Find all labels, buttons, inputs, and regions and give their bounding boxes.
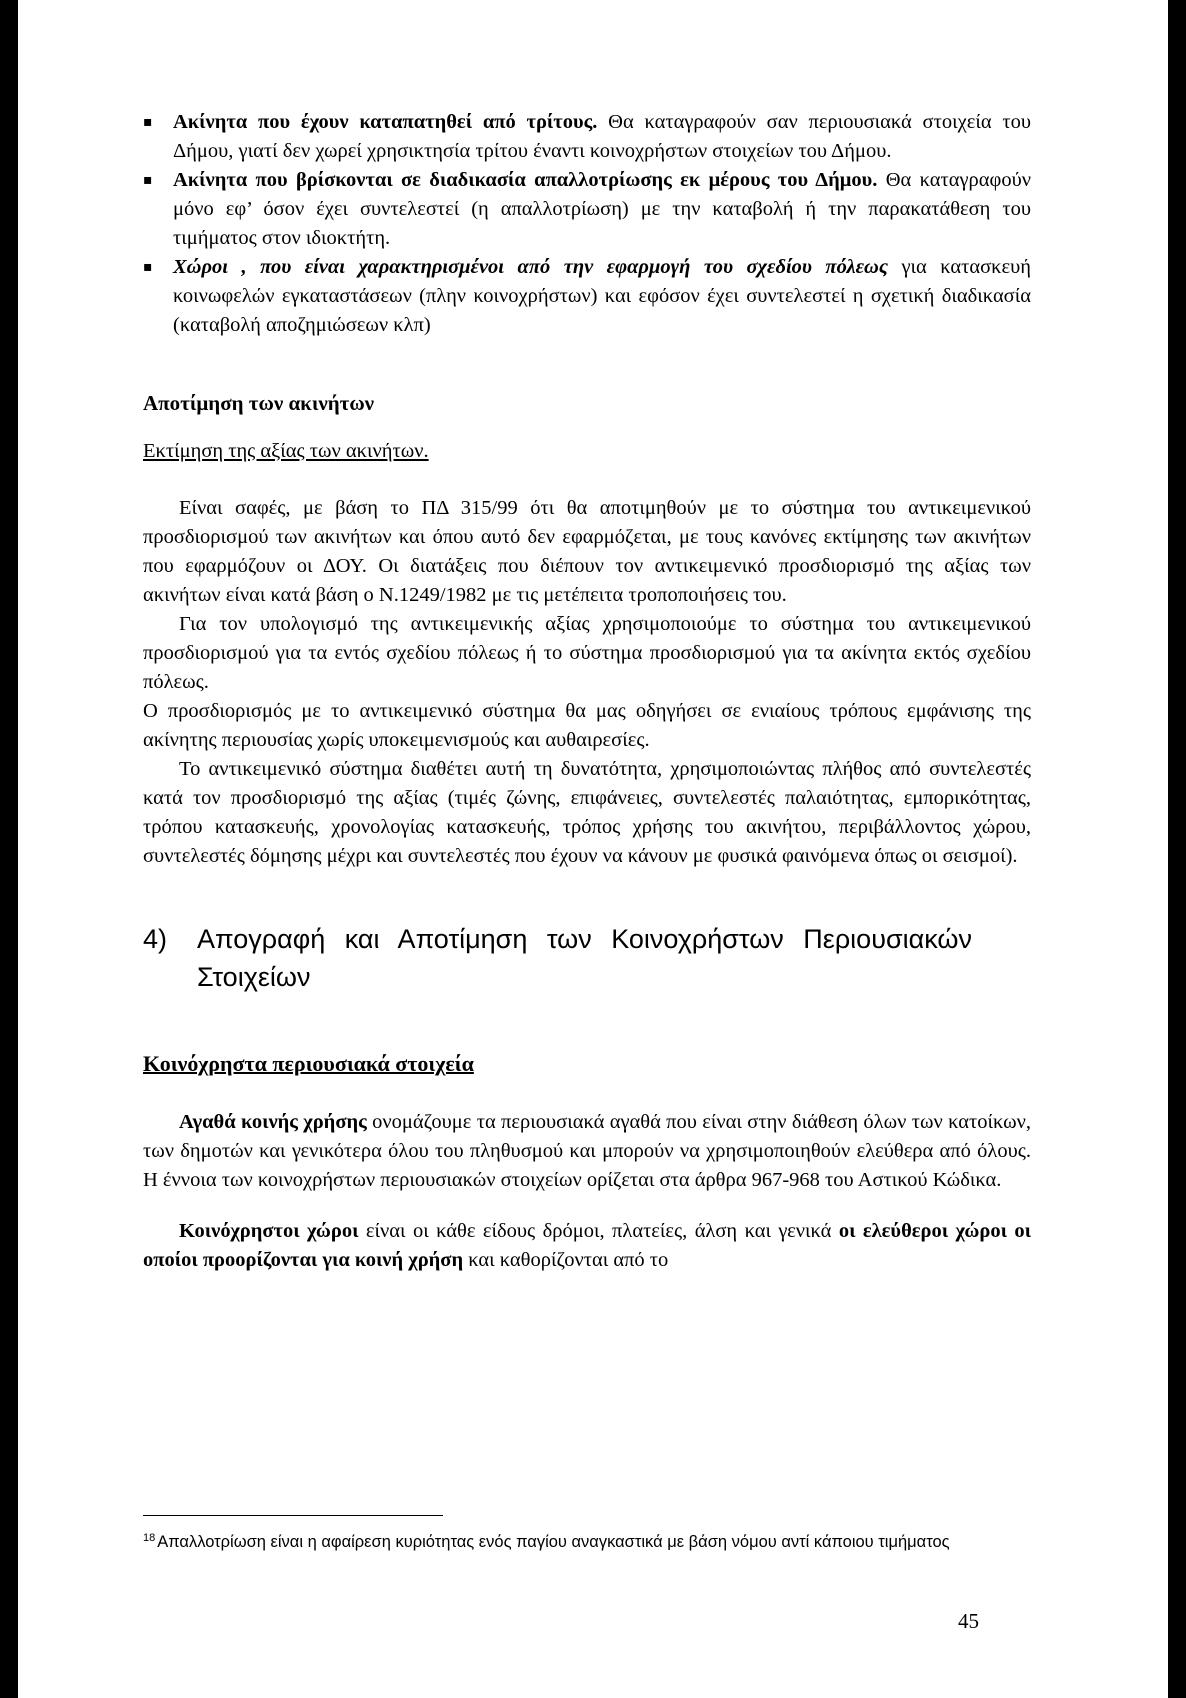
common-assets-heading: Κοινόχρηστα περιουσιακά στοιχεία <box>143 1051 474 1076</box>
paragraph-spacer <box>143 1195 1031 1217</box>
square-bullet-icon: ▪ <box>143 114 153 130</box>
bullet-bold-text: Χώροι , που είναι χαρακτηρισμένοι από την εφαρμογή του σχεδίου πόλεως <box>173 256 888 278</box>
bullet-text: Θα καταγραφούν σαν περιουσιακά στοιχεία του Δήμου, γιατί δεν χωρεί χρησικτησία τρίτου έναντι κοινοχρήστων στοιχείων του Δήμου. <box>173 111 1031 162</box>
paragraph: Για τον υπολογισμό της αντικειμενικής αξίας χρησιμοποιούμε το σύστημα του αντικειμενικού προσδιορισμού για τα εντός σχεδίου πόλεως ή το σύστημα προσδιορισμού για τα ακίνητα εκτός σχεδίου πόλεως. <box>143 613 1031 693</box>
paragraph-text: και καθορίζονται από το <box>463 1249 669 1271</box>
square-bullet-icon: ▪ <box>143 259 153 275</box>
list-item <box>143 253 1031 340</box>
common-goods-term: Αγαθά κοινής χρήσης <box>179 1111 367 1133</box>
common-spaces-term: Κοινόχρηστοι χώροι <box>179 1220 359 1242</box>
valuation-subheading: Εκτίμηση της αξίας των ακινήτων. <box>143 440 429 462</box>
paragraph: Ο προσδιορισμός με το αντικειμενικό σύστημα θα μας οδηγήσει σε ενιαίους τρόπους εμφάνισης της ακίνητης περιουσίας χωρίς υποκειμενισμούς και αυθαιρεσίες. <box>143 700 1031 751</box>
paragraph-text: ονομάζουμε τα περιουσιακά αγαθά που είναι στην διάθεση όλων των κατοίκων, των δημοτών και γενικότερα όλου του πληθυσμού και μπορούν να χρησιμοποιηθούν ελεύθερα από όλους. Η έννοια των κοινοχρήστων περιουσιακών στοιχείων ορίζεται στα άρθρα 967-968 του Αστικού Κώδικα. <box>143 1111 1032 1191</box>
property-bullet-list <box>143 108 1031 340</box>
footnote-divider <box>143 1515 443 1516</box>
footnote-text: Απαλλοτρίωση είναι η αφαίρεση κυριότητας ενός παγίου αναγκαστικά με βάση νόμου αντί κάποιου τιμήματος <box>157 1533 950 1551</box>
footnote-number: 18 <box>143 1532 156 1544</box>
bullet-text: Θα καταγραφούν μόνο εφ’ όσον έχει συντελεστεί (η απαλλοτρίωση) με την καταβολή ή την παρακατάθεση του τιμήματος στον ιδιοκτήτη. <box>173 169 1031 249</box>
paragraph <box>143 1217 1031 1275</box>
valuation-heading: Αποτίμηση των ακινήτων <box>143 391 375 415</box>
paragraph <box>143 1108 1031 1195</box>
free-spaces-phrase: οι ελεύθεροι χώροι οι οποίοι προορίζονται για κοινή χρήση <box>143 1220 1031 1271</box>
paragraph: Το αντικειμενικό σύστημα διαθέτει αυτή τη δυνατότητα, χρησιμοποιώντας πλήθος από συντελεστές κατά τον προσδιορισμό της αξίας (τιμές ζώνης, επιφάνειες, συντελεστές παλαιότητας, εμπορικότητας, τρόπου κατασκευής, χρονολογίας κατασκευής, τρόπος χρήσης του ακινήτου, περιβάλλοντος χώρου, συντελεστές δόμησης μέχρι και συντελεστές που έχουν να κάνουν με φυσικά φαινόμενα όπως οι σεισμοί). <box>143 758 1031 867</box>
page-content <box>143 108 1031 1275</box>
document-page <box>18 0 1168 1698</box>
footnote <box>143 1526 1023 1554</box>
bullet-bold-text: Ακίνητα που βρίσκονται σε διαδικασία απαλλοτρίωσης εκ μέρους του Δήμου. <box>173 169 878 191</box>
list-item <box>143 108 1031 166</box>
page-number: 45 <box>958 1609 979 1633</box>
bullet-bold-text: Ακίνητα που έχουν καταπατηθεί από τρίτους. <box>173 111 598 133</box>
section-title-text: Απογραφή και Αποτίμηση των Κοινοχρήστων Περιουσιακών Στοιχείων <box>197 924 972 992</box>
square-bullet-icon: ▪ <box>143 172 153 188</box>
bullet-text: για κατασκευή κοινωφελών εγκαταστάσεων (πλην κοινοχρήστων) και εφόσον έχει συντελεστεί η σχετική διαδικασία (καταβολή αποζημιώσεων κλπ) <box>173 256 1031 336</box>
paragraph: Είναι σαφές, με βάση το ΠΔ 315/99 ότι θα αποτιμηθούν με το σύστημα του αντικειμενικού προσδιορισμού των ακινήτων και όπου αυτό δεν εφαρμόζεται, με τους κανόνες εκτίμησης των ακινήτων που εφαρμόζουν οι ΔΟΥ. Οι διατάξεις που διέπουν τον αντικειμενικό προσδιορισμό της αξίας των ακινήτων είναι κατά βάση ο Ν.1249/1982 με τις μετέπειτα τροποποιήσεις του. <box>143 497 1031 606</box>
section-number: 4) <box>143 924 168 954</box>
paragraph-text: είναι οι κάθε είδους δρόμοι, πλατείες, άλση και γενικά <box>358 1220 839 1242</box>
section-4-title <box>143 920 1031 996</box>
list-item <box>143 166 1031 253</box>
